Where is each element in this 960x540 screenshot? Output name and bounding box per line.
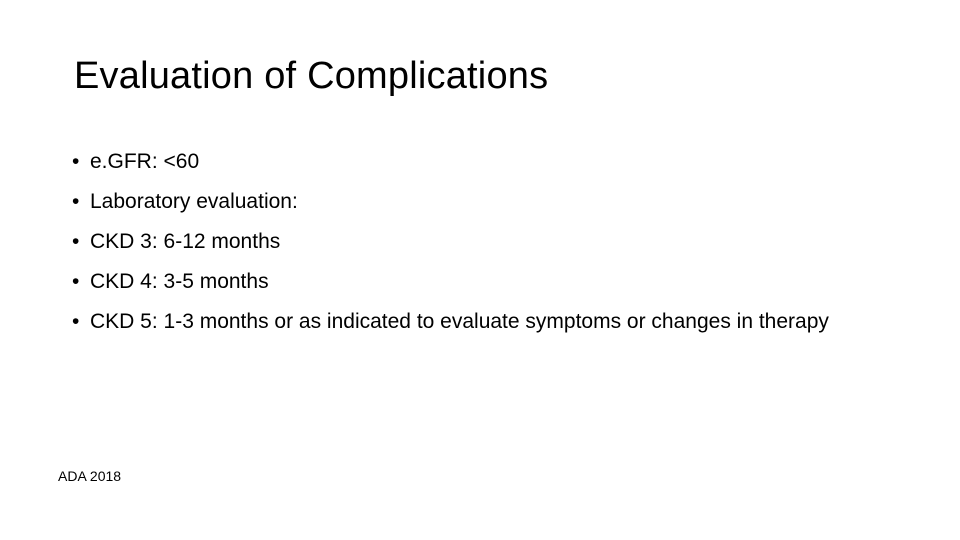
bullet-item (72, 147, 892, 177)
bullet-text: CKD 4: 3-5 months (90, 270, 269, 293)
bullet-icon: • (72, 270, 80, 293)
bullet-icon: • (72, 230, 80, 253)
bullet-item (72, 227, 892, 257)
bullet-list (72, 147, 892, 347)
bullet-icon: • (72, 190, 80, 213)
bullet-text: e.GFR: <60 (90, 150, 200, 173)
bullet-text: Laboratory evaluation: (90, 190, 298, 213)
bullet-text: CKD 3: 6-12 months (90, 230, 281, 253)
bullet-text: CKD 5: 1-3 months or as indicated to evaluate symptoms or changes in therapy (90, 310, 829, 333)
slide-title: Evaluation of Complications (74, 55, 549, 97)
bullet-item (72, 187, 892, 217)
bullet-icon: • (72, 310, 80, 333)
bullet-item (72, 307, 892, 337)
source-footer: ADA 2018 (58, 468, 122, 484)
bullet-item (72, 267, 892, 297)
bullet-icon: • (72, 150, 80, 173)
